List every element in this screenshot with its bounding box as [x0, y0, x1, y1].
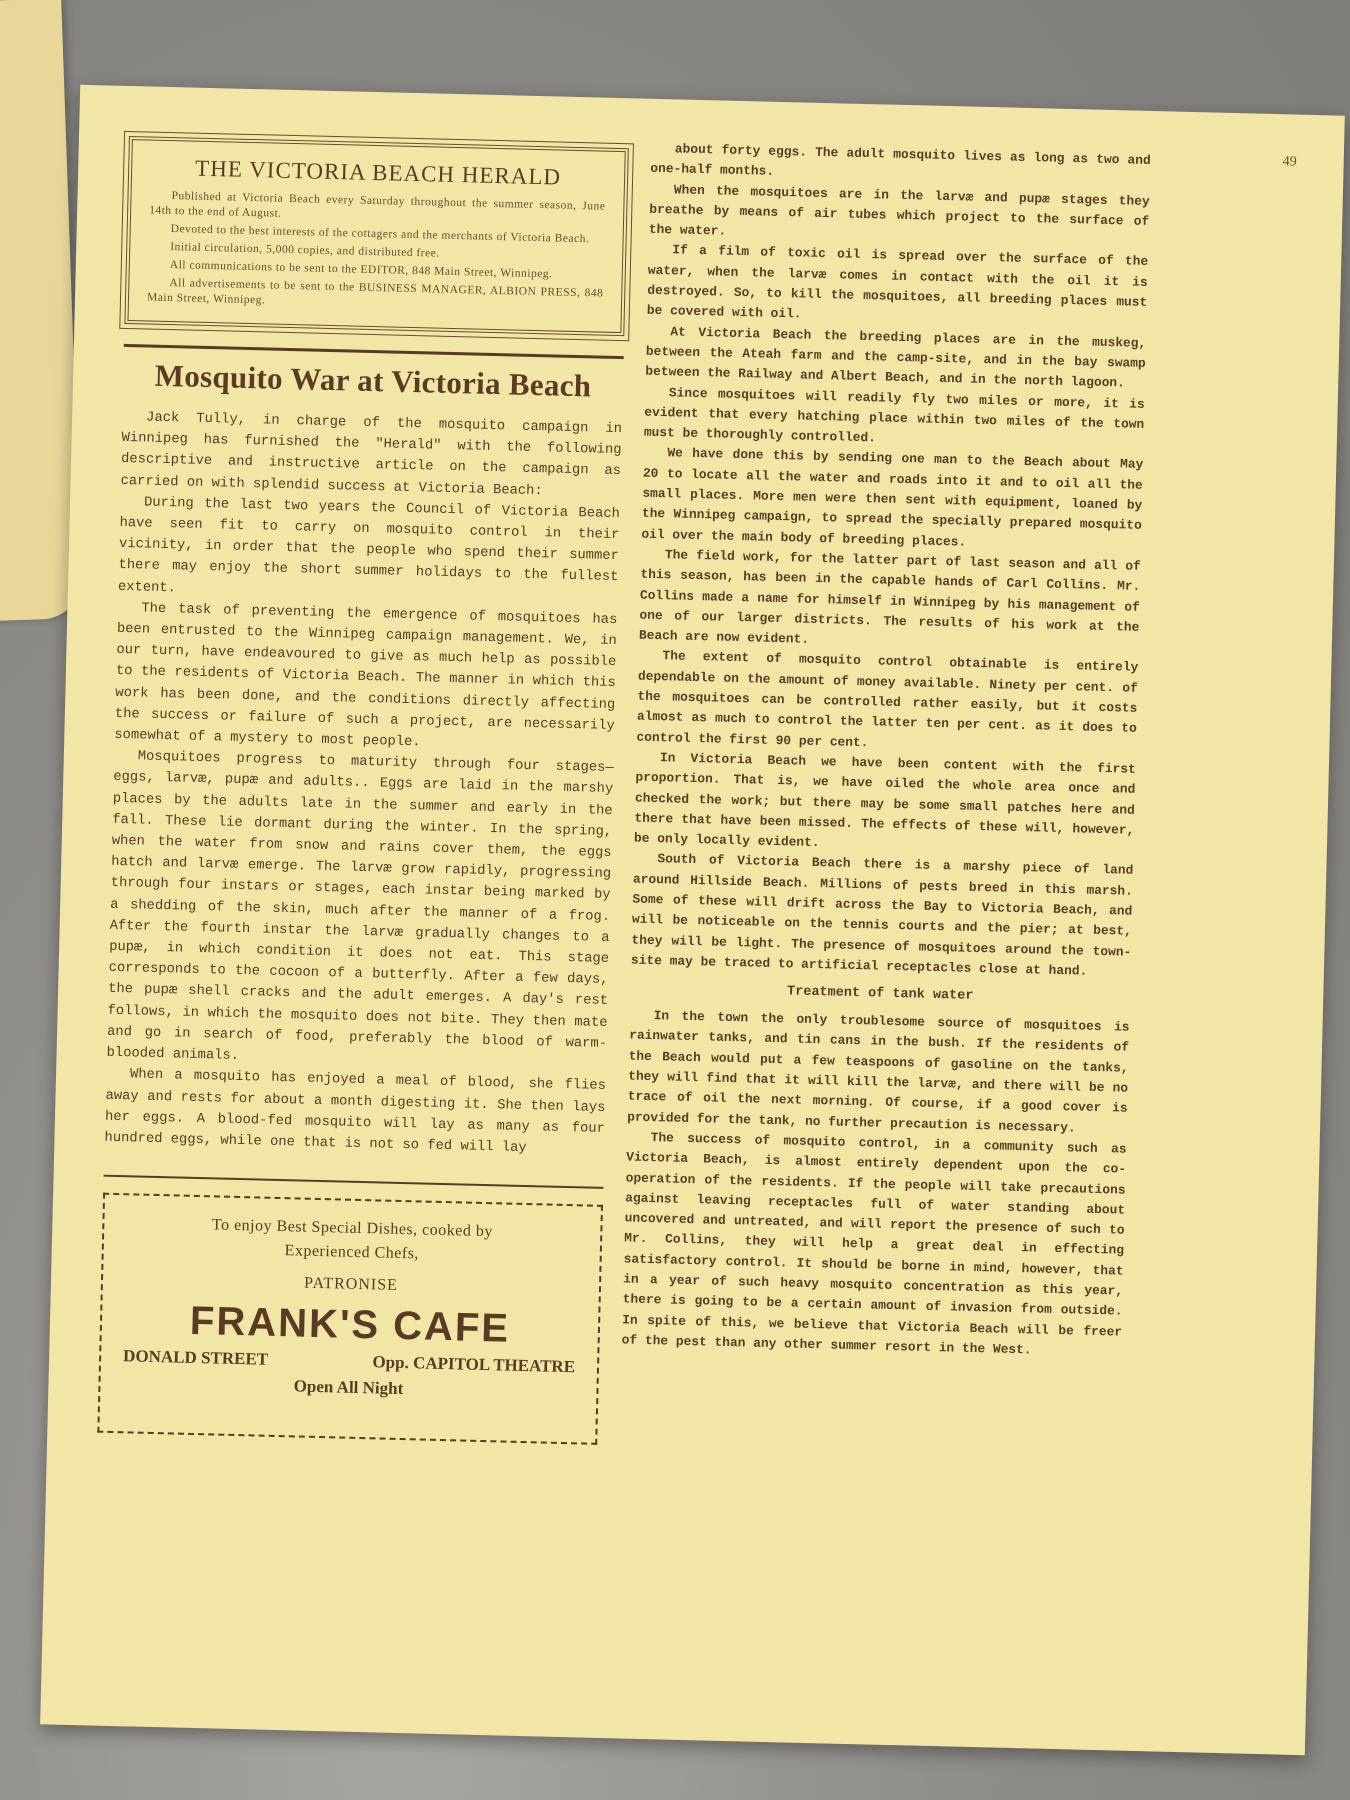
ad-patronise: PATRONISE — [303, 1274, 399, 1295]
divider — [104, 1175, 604, 1189]
article-paragraph: In the town the only troublesome source of mosquitoes is rainwater tanks, and tin cans in the bush. If the residents of the Beach would put a few teaspoons of gasoline on the tanks, they will find that it will kill the larvæ, and there will be no trace of oil the next morning. Of course, if a good cover is provided for the tank, no further precaution is necessary. — [626, 1008, 1130, 1136]
left-column — [97, 126, 629, 1445]
article-paragraph: Since mosquitoes will readily fly two miles or more, it is evident that every hatching place within two miles of the town must be thoroughly controlled. — [643, 384, 1145, 446]
advertisement-box — [97, 1193, 603, 1445]
masthead-line: All advertisements to be sent to the BUSINESS MANAGER, ALBION PRESS, 848 Main Street, Winnipeg. — [146, 277, 604, 307]
article-paragraph: When a mosquito has enjoyed a meal of blood, she flies away and rests for about a month digesting it. She then lays her eggs. A blood-fed mosquito will lay as many as four hundred eggs, while one that is not so fed will lay — [104, 1067, 607, 1156]
masthead-box — [124, 136, 628, 336]
article-paragraph: If a film of toxic oil is spread over the surface of the water, when the larvæ comes in contact with the oil it is destroyed. So, to kill the mosquitoes, all breeding places must be covered with oil. — [646, 242, 1149, 322]
article-paragraph: Jack Tully, in charge of the mosquito campaign in Winnipeg has furnished the "Herald" with the following descriptive and instructive article on the campaign as carried on with splendid success at Victoria Beach: — [120, 410, 623, 499]
masthead-title: THE VICTORIA BEACH HERALD — [194, 155, 562, 190]
page-number: 49 — [1282, 154, 1297, 170]
article-paragraph: We have done this by sending one man to the Beach about May 20 to locate all the water and roads into it and to oil all the small places. More men were then sent with equipment, loaned by the Winnipeg campaign, to spread the specially prepared mosquito oil over the main body of breeding places. — [641, 445, 1144, 550]
article-paragraph: South of Victoria Beach there is a marshy piece of land around Hillside Beach. Millions of pests breed in this marsh. Some of these will drift across the Bay to Victoria Beach, and will be noticeable on the tennis courts and the pier; at best, they will be light. The presence of mosquitoes around the town-site may be traced to artificial receptacles close at hand. — [630, 851, 1134, 979]
masthead-line: Initial circulation, 5,000 copies, and distributed free. — [170, 241, 440, 260]
article-paragraph: Mosquitoes progress to maturity through four stages— eggs, larvæ, pupæ and adults.. Eggs are laid in the marshy places by the adults late in the summer and early in the fall. These lie dormant during the winter. In the spring, when the water from snow and rains cover them, the eggs hatch and larvæ emerge. The larvæ grow rapidly, progressing through four instars or stages, each instar being marked by a shedding of the skin, much after the manner of a frog. After the fourth instar the larvæ gradually changes to a pupæ, in which condition it does not eat. This stage corresponds to the cocoon of a butterfly. After a few days, the pupæ shell cracks and the adult emerges. A day's rest follows, in which the mosquito does not bite. They then mate and go in search of food, preferably the blood of warm-blooded animals. — [106, 749, 614, 1065]
masthead-line: All communications to be sent to the EDITOR, 848 Main Street, Winnipeg. — [169, 259, 553, 281]
ad-business-name: FRANK'S CAFE — [189, 1298, 511, 1351]
article-paragraph: The field work, for the latter part of last season and all of this season, has been in the capable hands of Carl Collins. Mr. Collins made a name for himself in Winnipeg by his management of one of our larger districts. The results of his work at the Beach are now evident. — [638, 547, 1141, 647]
divider — [124, 344, 624, 359]
article-paragraph: In Victoria Beach we have been content with the first proportion. That is, we have oiled the whole area once and checked the work; but there may be some small patches here and there that have been missed. The effects of these will, however, be only locally evident. — [633, 750, 1137, 851]
article-title: Mosquito War at Victoria Beach — [154, 357, 592, 404]
article-paragraph: During the last two years the Council of Victoria Beach have seen fit to carry on mosquito control in their vicinity, in order that the people who spend their summer there may enjoy the short summer holidays to the fullest extent. — [117, 495, 621, 596]
article-paragraph: The extent of mosquito control obtainable is entirely dependable on the amount of money available. Ninety per cent. of the mosquitoes can be controlled rather easily, but it costs almost as much to control the latter ten per cent. as it does to control the first 90 per cent. — [636, 648, 1139, 750]
ad-opposite: Opp. CAPITOL THEATRE — [372, 1352, 576, 1377]
article-paragraph: The success of mosquito control, in a community such as Victoria Beach, is almost entirely dependent upon the co-operation of the residents. If the people will take precautions against leaving receptacles full of water standing about uncovered and untreated, and will report the presence of such to Mr. Collins, they will help a great deal in effecting satisfactory control. It should be borne in mind, however, that in a year of such heavy mosquito concentration as this year, there is going to be a certain amount of invasion from outside. In spite of this, we believe that Victoria Beach will be freer of the pest than any other summer resort in the West. — [621, 1129, 1127, 1358]
ad-line: To enjoy Best Special Dishes, cooked by — [211, 1216, 494, 1241]
masthead-line: Devoted to the best interests of the cottagers and the merchants of Victoria Beach. — [170, 223, 590, 246]
article-paragraph: about forty eggs. The adult mosquito lives as long as two and one-half months. — [650, 141, 1151, 180]
magazine-page — [40, 85, 1345, 1755]
section-heading: Treatment of tank water — [786, 984, 974, 1005]
ad-street: DONALD STREET — [122, 1346, 269, 1369]
article-paragraph: The task of preventing the emergence of mosquitoes has been entrusted to the Winnipeg campaign management. We, in our turn, have endeavoured to give as much help as possible to the residents of Victoria Beach. The manner in which this work has been done, and the conditions directly affecting the success or failure of such a project, are necessarily somewhat of a mystery to most people. — [114, 601, 618, 751]
ad-hours: Open All Night — [293, 1376, 404, 1399]
ad-line: Experienced Chefs, — [284, 1242, 420, 1263]
article-paragraph: When the mosquitoes are in the larvæ and pupæ stages they breathe by means of air tubes which project to the surface of the water. — [648, 181, 1150, 239]
article-paragraph: At Victoria Beach the breeding places are in the muskeg, between the Ateah farm and the camp-site, and in the bay swamp between the Railway and Albert Beach, and in the north lagoon. — [645, 323, 1147, 391]
masthead-line: Published at Victoria Beach every Saturday throughout the summer season, June 14th to the end of August. — [149, 190, 606, 220]
right-column — [621, 139, 1150, 1363]
